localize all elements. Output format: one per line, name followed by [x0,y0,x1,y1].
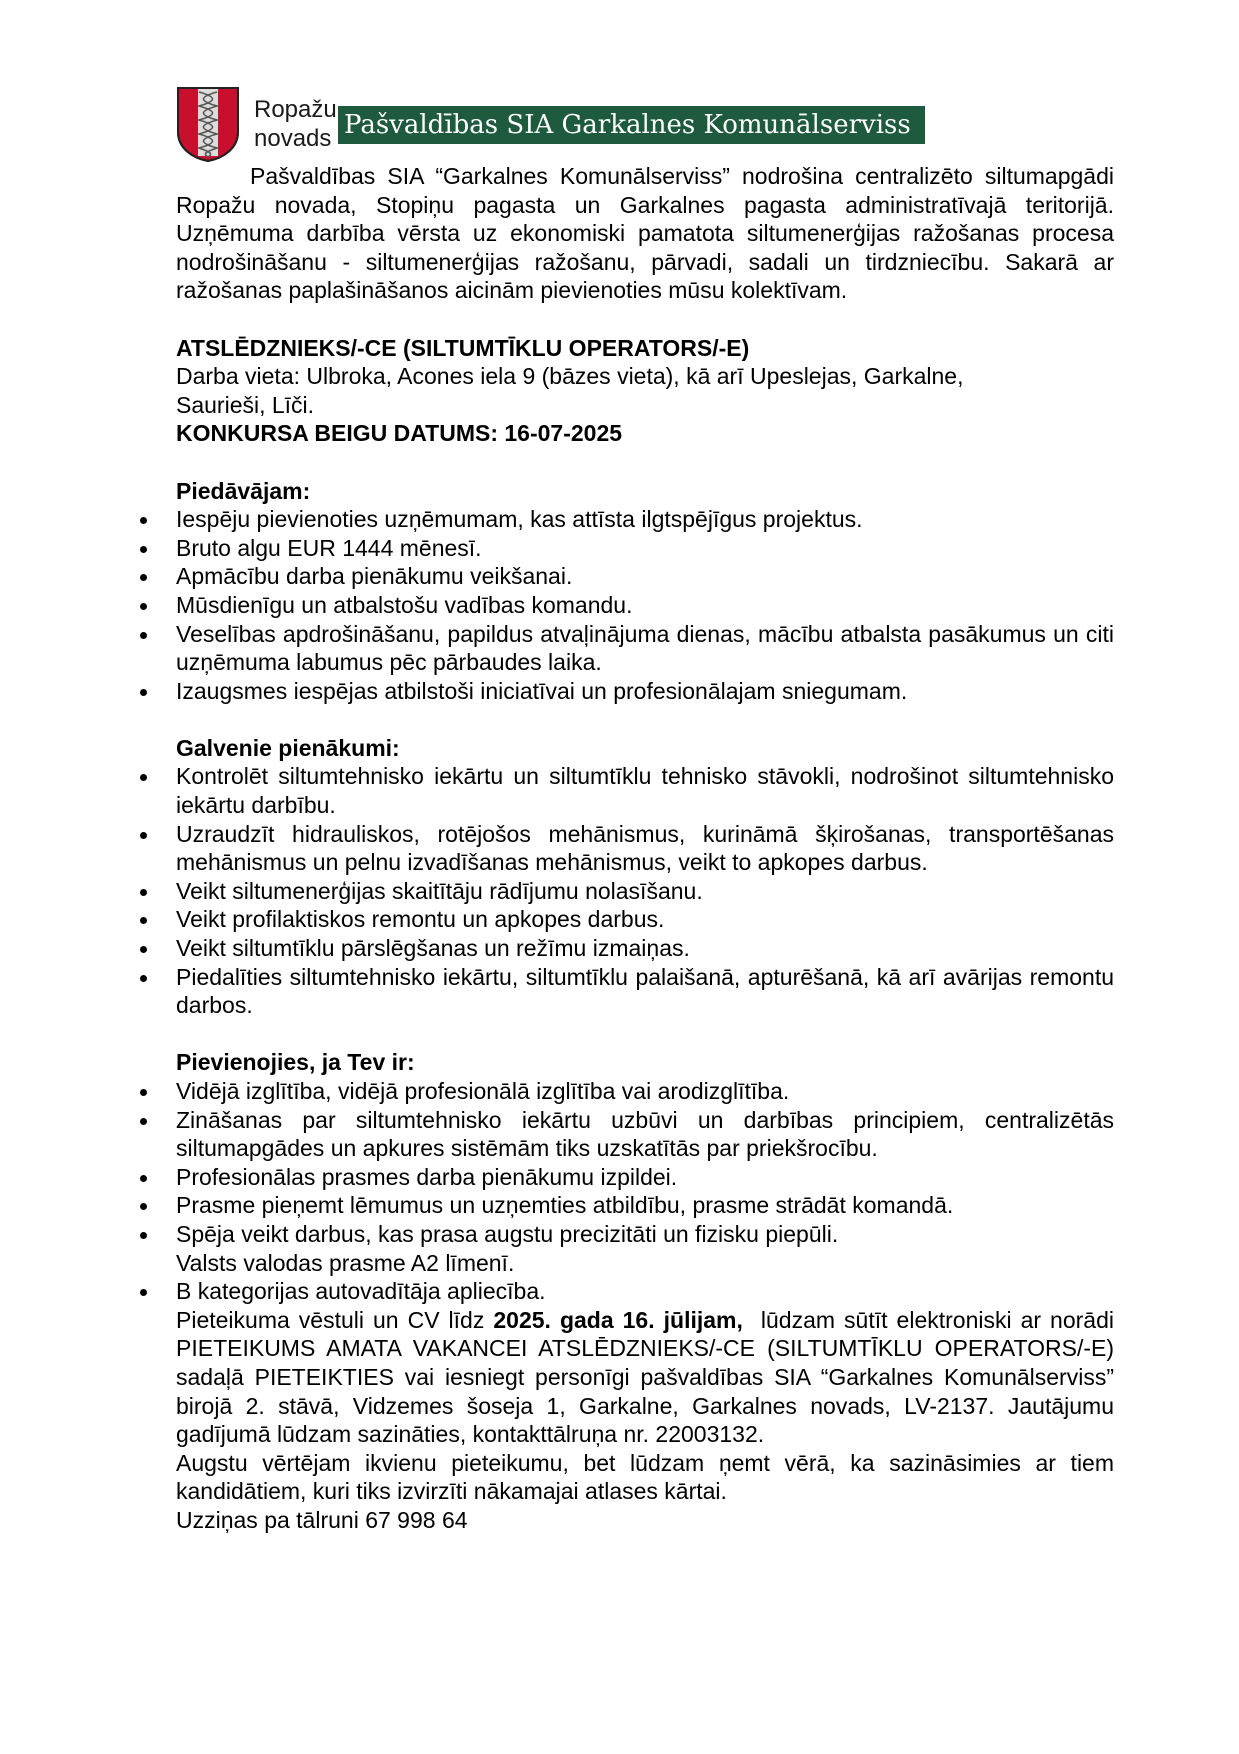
letterhead [176,86,936,164]
application-instructions [176,1306,1121,1449]
selection-note: Augstu vērtējam ikvienu pieteikumu, bet lūdzam ņemt vērā, ka sazināsimies ar tiem kandidātiem, kuri tiks izvirzīti nākamajai atlases kārtai. [176,1449,1114,1505]
document-body [176,162,1121,1535]
requirement-item: Prasme pieņemt lēmumus un uzņemties atbildību, prasme strādāt komandā. [176,1191,1114,1220]
duties-list [176,762,1114,1019]
offer-item: Mūsdienīgu un atbalstošu vadības komandu. [176,591,1114,620]
requirements-heading: Pievienojies, ja Tev ir: [176,1049,415,1076]
job-location-line-1: Darba vieta: Ulbroka, Acones iela 9 (bāzes vieta), kā arī Upeslejas, Garkalne, [176,363,964,390]
requirement-item: Zināšanas par siltumtehnisko iekārtu uzbūvi un darbības principiem, centralizētās siltumapgādes un apkures sistēmām tiks uzskatītās par priekšrocību. [176,1106,1114,1162]
job-location-line-2: Saurieši, Līči. [176,391,315,418]
offer-item: Bruto algu EUR 1444 mēnesī. [176,534,1114,563]
duty-item: Uzraudzīt hidrauliskos, rotējošos mehānismus, kurināmā šķirošanas, transportēšanas mehānismus un pelnu izvadīšanas mehānismus, veikt to apkopes darbus. [176,820,1114,876]
offer-item: Izaugsmes iespējas atbilstoši iniciatīvai un profesionālajam sniegumam. [176,677,1114,706]
logo-line-2: novads [254,125,332,152]
logo-line-1: Ropažu [254,96,337,123]
duty-item: Veikt siltumtīklu pārslēgšanas un režīmu izmaiņas. [176,934,1114,963]
coat-of-arms-logo [176,86,240,162]
requirement-item: Profesionālas prasmes darba pienākumu izpildei. [176,1163,1114,1192]
offer-item: Veselības apdrošināšanu, papildus atvaļinājuma dienas, mācību atbalsta pasākumus un citi uzņēmuma labumus pēc pārbaudes laika. [176,620,1114,676]
intro-paragraph: Pašvaldības SIA “Garkalnes Komunālserviss” nodrošina centralizēto siltumapgādi Ropažu novada, Stopiņu pagasta un Garkalnes pagasta administratīvajā teritorijā. Uzņēmuma darbība vērsta uz ekonomiski pamatota siltumenerģijas ražošanas procesa nodrošināšanu - siltumenerģijas ražošanu, pārvadi, sadali un tirdzniecību. Sakarā ar ražošanas paplašināšanos aicinām pievienoties mūsu kolektīvam. [176,163,1114,304]
job-title: ATSLĒDZNIEKS/-CE (SILTUMTĪKLU OPERATORS/-E) [176,334,750,361]
requirement-item: Valsts valodas prasme A2 līmenī. [176,1249,515,1276]
application-deadline-date: 2025. gada 16. jūlijam, [493,1306,743,1333]
requirements-list [176,1077,1114,1306]
municipality-name [254,95,337,153]
duty-item: Veikt siltumenerģijas skaitītāju rādījumu nolasīšanu. [176,877,1114,906]
offer-heading: Piedāvājam: [176,477,311,504]
requirement-item: Vidējā izglītība, vidējā profesionālā izglītība vai arodizglītība. [176,1077,1114,1106]
offer-item: Apmācību darba pienākumu veikšanai. [176,562,1114,591]
duty-item: Kontrolēt siltumtehnisko iekārtu un siltumtīklu tehnisko stāvokli, nodrošinot siltumtehnisko iekārtu darbību. [176,763,1114,819]
application-text-rest: lūdzam sūtīt elektroniski ar norādi PIETEIKUMS AMATA VAKANCEI ATSLĒDZNIEKS/-CE (SILTUMTĪKLU OPERATORS/-E) sadaļā PIETEIKTIES vai iesniegt personīgi pašvaldības SIA “Garkalnes Komunālserviss” birojā 2. stāvā, Vidzemes šoseja 1, Garkalne, Garkalnes novads, LV-2137. Jautājumu gadījumā lūdzam sazināties, kontakttālruņa nr. 22003132. [176,1306,1121,1448]
duty-item: Veikt profilaktiskos remontu un apkopes darbus. [176,905,1114,934]
company-banner: Pašvaldības SIA Garkalnes Komunālserviss [338,106,925,144]
requirement-item: Spēja veikt darbus, kas prasa augstu precizitāti un fizisku piepūli. [176,1220,1114,1249]
duty-item: Piedalīties siltumtehnisko iekārtu, siltumtīklu palaišanā, apturēšanā, kā arī avārijas remontu darbos. [176,963,1114,1019]
application-deadline: KONKURSA BEIGU DATUMS: 16-07-2025 [176,420,623,447]
contact-phone: Uzziņas pa tālruni 67 998 64 [176,1506,468,1533]
offer-item: Iespēju pievienoties uzņēmumam, kas attīsta ilgtspējīgus projektus. [176,505,1114,534]
requirement-item: B kategorijas autovadītāja apliecība. [176,1277,1114,1306]
offer-list [176,505,1114,705]
duties-heading: Galvenie pienākumi: [176,734,400,761]
application-text-start: Pieteikuma vēstuli un CV līdz [176,1306,494,1333]
